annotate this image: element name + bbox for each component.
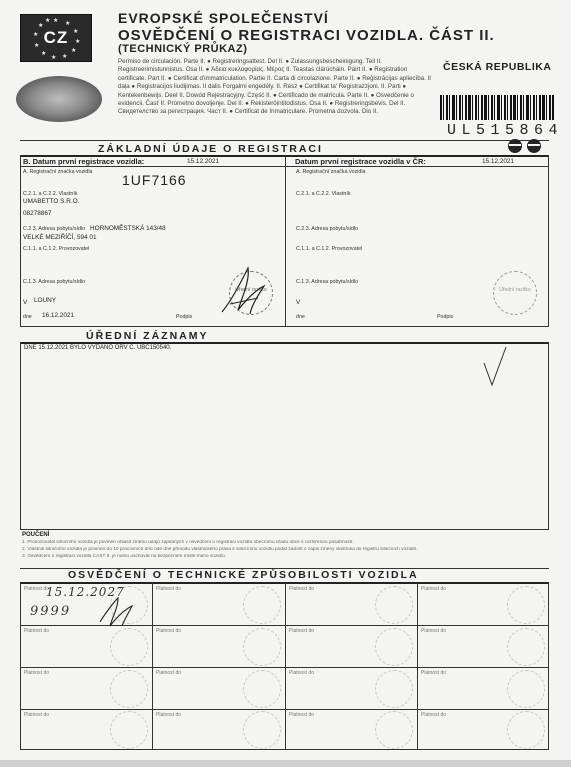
- stamp-placeholder: [375, 586, 413, 624]
- stamp-placeholder: [375, 711, 413, 749]
- divider: [20, 667, 549, 668]
- document-subtitle: (TECHNICKÝ PRŮKAZ): [118, 43, 248, 55]
- official-stamp-cz: Úřední razítko: [493, 271, 537, 315]
- basic-section-title: ZÁKLADNÍ ÚDAJE O REGISTRACI: [98, 143, 323, 155]
- star-icon: ★: [71, 48, 77, 54]
- notice-line-3: 3. Osvědčení o registraci vozidla ČÁST II. je nutno uschovat na bezpečném místě mimo vozidlo.: [22, 554, 227, 559]
- operator-address-label: C.1.3. Adresa pobytu/sídlo: [23, 279, 86, 285]
- stamp-placeholder: [507, 670, 545, 708]
- handwritten-validity-date: 15.12.2027: [46, 585, 125, 599]
- country-name: ČESKÁ REPUBLIKA: [443, 61, 552, 73]
- divider: [20, 326, 549, 327]
- date-prefix-cz: dne: [296, 314, 305, 320]
- first-registration-cz-label: Datum první registrace vozidla v ČR:: [295, 157, 426, 166]
- signature-label-cz: Podpis: [437, 314, 454, 320]
- stamp-placeholder: [243, 586, 281, 624]
- ink-mark: [505, 136, 545, 156]
- scan-edge: [0, 760, 571, 767]
- star-icon: ★: [33, 32, 39, 38]
- handwritten-number: 9999: [30, 604, 72, 619]
- divider: [20, 342, 549, 344]
- owner-address-line-2: VELKÉ MEZIŘÍČÍ, 594 01: [23, 234, 97, 241]
- divider: [20, 749, 549, 750]
- date-prefix: dne: [23, 314, 32, 320]
- header-line-1: EVROPSKÉ SPOLEČENSTVÍ: [118, 10, 329, 26]
- document-title: OSVĚDČENÍ O REGISTRACI VOZIDLA. ČÁST II.: [118, 27, 495, 44]
- place-prefix: V: [23, 299, 28, 306]
- notice-line-2: 2. Vlastník silničního vozidla je povinen do 10 pracovních dnů ode dne převodu vlastnického práva k silničnímu vozidlu podat žádost o zápis změny vlastníka do registru silničních vozidel.: [22, 547, 418, 552]
- registration-mark-value: 1UF7166: [122, 172, 187, 188]
- registration-mark-label: A. Registrační značka vozidla: [23, 169, 93, 175]
- barcode: [440, 95, 554, 120]
- stamp-placeholder: [110, 670, 148, 708]
- tech-box-label: Platnost do: [24, 670, 50, 676]
- operator-label: C.1.1. a C.1.2. Provozovatel: [23, 246, 90, 252]
- eu-emblem: [20, 14, 92, 62]
- notice-title: POUČENÍ: [22, 532, 50, 538]
- divider: [548, 155, 549, 327]
- divider: [20, 166, 549, 167]
- stamp-placeholder: [110, 711, 148, 749]
- tech-box-label: Platnost do: [24, 712, 50, 718]
- official-stamp: Úřední razítko: [229, 271, 273, 315]
- owner-label: C.2.1. a C.2.2. Vlastník: [23, 191, 78, 197]
- tech-box-label: Platnost do: [421, 628, 447, 634]
- registration-mark-label-cz: A. Registrační značka vozidla: [296, 169, 366, 175]
- stamp-placeholder: [507, 711, 545, 749]
- signature-label: Podpis: [176, 314, 193, 320]
- divider: [20, 342, 21, 530]
- operator-address-label-cz: C.1.3. Adresa pobytu/sídlo: [296, 279, 359, 285]
- first-registration-cz-date: 15.12.2021: [482, 158, 514, 165]
- star-icon: ★: [45, 18, 51, 24]
- stamp-placeholder: [507, 628, 545, 666]
- stamp-placeholder: [243, 711, 281, 749]
- divider: [285, 155, 286, 327]
- owner-address-label: C.2.3. Adresa pobytu/sídlo: [23, 226, 86, 232]
- tech-box-label: Platnost do: [156, 712, 182, 718]
- country-code: CZ: [43, 28, 69, 47]
- place-value: LOUNY: [34, 297, 57, 304]
- star-icon: ★: [51, 55, 57, 61]
- serial-number: UL515864: [447, 122, 564, 139]
- star-icon: ★: [38, 23, 44, 29]
- stamp-placeholder: [375, 628, 413, 666]
- tech-box-label: Platnost do: [156, 628, 182, 634]
- tech-box-label: Platnost do: [421, 586, 447, 592]
- divider: [20, 529, 549, 530]
- owner-label-cz: C.2.1. a C.2.2. Vlastník: [296, 191, 351, 197]
- hologram-seal: [16, 76, 102, 122]
- signature: [212, 260, 272, 320]
- operator-label-cz: C.1.1. a C.1.2. Provozovatel: [296, 246, 363, 252]
- tech-box-label: Platnost do: [24, 628, 50, 634]
- divider: [548, 342, 549, 530]
- tech-box-label: Platnost do: [156, 586, 182, 592]
- star-icon: ★: [41, 51, 47, 57]
- stamp-placeholder: [243, 670, 281, 708]
- star-icon: ★: [73, 29, 79, 35]
- place-prefix-cz: V: [296, 299, 301, 306]
- first-registration-date: 15.12.2021: [187, 158, 219, 165]
- star-icon: ★: [53, 18, 59, 24]
- star-icon: ★: [65, 21, 71, 27]
- star-icon: ★: [62, 54, 68, 60]
- owner-id: 08278867: [23, 210, 52, 217]
- date-value: 16.12.2021: [42, 312, 74, 319]
- multilingual-title: Permiso de circulación. Parte II. ● Registreringsattest. Del II. ● Zulassungsbescheinigung. Teil II. Registreerimistunnistus. Osa II. ● Άδεια κυκλοφορίας. Μέρος II. Teastas clárúcháin. Páirt II. ● Registration certificate. Part II. ● Certificat d'immatriculation. Partie II. Carta di circolazione. Parte II. ● Reģistrācijas apliecība. II daļa ● Registracijos liudijimas. II dalis Forgalmi engedély. II. Rész ● Certifikat ta' Registrazzjoni. II. Parti ● Kentekenbewijs. Deel II. Dowód Rejestracyjny. Część II. ● Certificado de matrícula. Parte II. ● Osvedčenie o evidencii. Časť II. Prometno dovoljenje. Del II. ● Rekisteröintitodistus. Osa II. ● Registreringsbevis. Del II. Свидетелство за регистрация. Част II. ● Certificat de înmatriculare. Prometna dozvola. Dio II.: [118, 58, 431, 116]
- stamp-placeholder: [507, 586, 545, 624]
- tech-box-label: Platnost do: [421, 670, 447, 676]
- record-checkmark: [480, 345, 510, 393]
- records-section-title: ÚŘEDNÍ ZÁZNAMY: [86, 330, 209, 342]
- owner-address-line-1: HORNOMĚSTSKÁ 143/48: [90, 225, 166, 232]
- star-icon: ★: [75, 39, 81, 45]
- stamp-placeholder: [243, 628, 281, 666]
- tech-box-label: Platnost do: [24, 586, 50, 592]
- tech-section-title: OSVĚDČENÍ O TECHNICKÉ ZPŮSOBILOSTI VOZIDLA: [68, 569, 419, 581]
- record-entry: DNE 15.12.2021 BYLO VYDÁNO ORV Č. UBC150540.: [24, 345, 172, 351]
- divider: [20, 155, 21, 327]
- divider: [20, 140, 549, 141]
- tech-box-label: Platnost do: [289, 712, 315, 718]
- tech-box-label: Platnost do: [421, 712, 447, 718]
- stamp-placeholder: [110, 628, 148, 666]
- star-icon: ★: [34, 43, 40, 49]
- tech-box-label: Platnost do: [289, 586, 315, 592]
- owner-address-label-cz: C.2.3. Adresa pobytu/sídlo: [296, 226, 359, 232]
- tech-signature: [96, 596, 140, 628]
- notice-line-1: 1. Provozovatel silničního vozidla je povinen ohlásit změnu údajů zapsaných v osvědčení o registraci vozidla obecnímu úřadu obce s rozšířenou působností.: [22, 540, 354, 545]
- stamp-placeholder: [375, 670, 413, 708]
- tech-box-label: Platnost do: [289, 628, 315, 634]
- divider: [20, 709, 549, 710]
- first-registration-label: B. Datum první registrace vozidla:: [23, 157, 145, 166]
- tech-box-label: Platnost do: [156, 670, 182, 676]
- tech-box-label: Platnost do: [289, 670, 315, 676]
- owner-name: UMABETTO S.R.O.: [23, 198, 80, 205]
